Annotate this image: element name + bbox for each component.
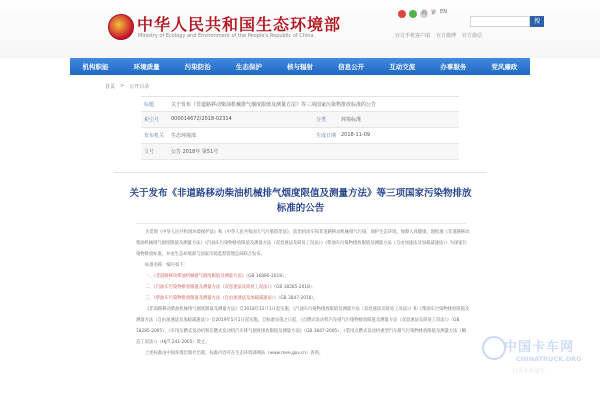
site-header: [0, 0, 600, 58]
wechat-link[interactable]: 官方微信: [462, 33, 483, 39]
article-title: 关于发布《非道路移动柴油机械排气烟度限值及测量方法》等三项国家污染物排放标准的公告: [129, 188, 472, 214]
info-label: 文号: [144, 149, 155, 155]
search-input[interactable]: [470, 16, 530, 27]
standard-number: 一、: [145, 274, 154, 279]
standard-item: [136, 293, 470, 304]
wechat-icon[interactable]: [409, 10, 417, 18]
info-value: 关于发布《非道路移动柴油机械排气烟度限值及测量方法》等三项国家污染物排放标准的公告: [171, 102, 377, 108]
breadcrumb-separator: >: [120, 83, 125, 89]
watermark: [476, 330, 596, 384]
info-value: 环境标准: [341, 117, 362, 123]
national-emblem-icon[interactable]: [108, 14, 134, 40]
info-label: 发布机关: [144, 133, 165, 139]
lang-english[interactable]: EN: [440, 9, 447, 15]
article-body: [136, 227, 470, 359]
info-label: 索引号: [144, 117, 160, 123]
info-value: 2018-11-09: [341, 132, 371, 138]
standard-number: 三、: [145, 296, 154, 301]
info-row-doc-number: [141, 144, 459, 160]
info-label: 分类: [316, 117, 327, 123]
article-list-heading: 标准名称、编号如下：: [145, 263, 188, 268]
weibo-link[interactable]: 官方微博: [436, 33, 457, 39]
watermark-brand-en: CHINATRUCK.ORG: [516, 355, 582, 363]
info-row-issuer: [141, 128, 459, 144]
nav-item-party-conduct[interactable]: 党风廉政: [491, 63, 518, 71]
standard-code: （GB 36886-2018）；: [245, 274, 289, 279]
info-value: 公告 2018年 第51号: [171, 149, 219, 155]
watermark-brand-cn: 中国卡车网: [504, 340, 575, 355]
standard-link[interactable]: 《柴油车污染物排放限值及测量方法（自由加速法及加载减速法）》: [153, 296, 279, 301]
mobile-links: [395, 32, 482, 39]
breadcrumb-catalog[interactable]: 公开目录: [129, 84, 150, 90]
article-paragraph: 为贯彻《中华人民共和国环境保护法》和《中华人民共和国大气污染防治法》，防治机动车和非道路移动机械排气污染，保护生态环境，保障人体健康，现批准《非道路移动柴油机械排气烟度限值及测量方法》《汽油车污染物排放限值及测量方法（双怠速法及简易工况法）》《柴油车污染物排放限值及测量方法（自由加速法及加载减速法）》为国家污染物排放标准，并由生态环境部与国家市场监督管理总局联合发布。: [136, 230, 470, 257]
nav-item-ecological-protection[interactable]: 生态保护: [235, 63, 262, 71]
weibo-icon[interactable]: [398, 10, 406, 18]
site-title[interactable]: 中华人民共和国生态环境部: [137, 15, 342, 34]
search-button[interactable]: 搜: [530, 16, 544, 27]
standard-item: [136, 271, 470, 282]
standard-item: [136, 282, 470, 293]
nav-item-interaction[interactable]: 互动交流: [389, 63, 416, 71]
standard-link[interactable]: 《非道路移动柴油机械排气烟度限值及测量方法》: [153, 274, 246, 279]
standard-link[interactable]: 《汽油车污染物排放限值及测量方法（双怠速法及简易工况法）》: [153, 285, 274, 290]
info-row-index: [141, 112, 459, 128]
breadcrumb-home[interactable]: 首页: [105, 84, 116, 90]
lang-traditional[interactable]: 繁: [431, 10, 437, 16]
main-nav: [70, 58, 530, 75]
nav-item-services[interactable]: 办事服务: [440, 63, 467, 71]
nav-item-nuclear-radiation[interactable]: 核与辐射: [286, 63, 313, 71]
article-paragraph: 《非道路移动柴油机械排气烟度限值及测量方法》自2018年12月1日起实施，《汽油车污染物排放限值及测量方法（双怠速法及简易工况法）》和《柴油车污染物排放限值及测量方法（自由加速法及加载减速法）》自2019年5月1日起实施。自标准实施之日起，《点燃式发动机汽车排气污染物排放限值及测量方法（双怠速法及简易工况法）》（GB 18285-2005）、《车用压燃式发动机和压燃式发动机汽车排气烟度排放限值及测量方法》（GB 3847-2005）、《装用点燃式发动机重型汽车排气污染物排放限值及测量方法（瞬态工况法）》（HJ/T 241-2005）废止。: [136, 307, 470, 345]
info-value: 生态环境部: [171, 133, 197, 139]
divider: [136, 223, 466, 224]
nav-item-organization[interactable]: 机构职能: [82, 63, 109, 71]
nav-item-pollution-control[interactable]: 污染防治: [184, 63, 211, 71]
nav-item-environment-quality[interactable]: 环境质量: [133, 63, 160, 71]
info-label: 标题: [144, 102, 155, 108]
standard-code: （GB 18285-2018）；: [273, 285, 317, 290]
standard-number: 二、: [145, 285, 154, 290]
article: [114, 172, 487, 401]
info-row-title: [141, 97, 459, 112]
document-info-table: [141, 96, 459, 160]
article-paragraph: 上述标准由中国环境出版社出版，标准内容可在生态环境部网站（www.mee.gov.cn）查询。: [145, 351, 324, 356]
info-label: 生成日期: [316, 133, 337, 139]
nav-item-information-disclosure[interactable]: 信息公开: [338, 63, 365, 71]
site-subtitle: Ministry of Ecology and Environment of the People's Republic of China: [138, 33, 314, 39]
lang-simplified[interactable]: 简: [422, 10, 428, 16]
truck-logo-icon: [482, 336, 506, 360]
watermark-slogan: 只为卡车而生: [512, 369, 546, 375]
language-switcher: [422, 9, 447, 16]
info-value: 000014672/2018-02314: [171, 116, 232, 122]
mobile-app-link[interactable]: 官方手机客户端: [395, 33, 431, 39]
standard-code: （GB 3847-2018）。: [278, 296, 318, 301]
breadcrumb: [105, 83, 149, 90]
